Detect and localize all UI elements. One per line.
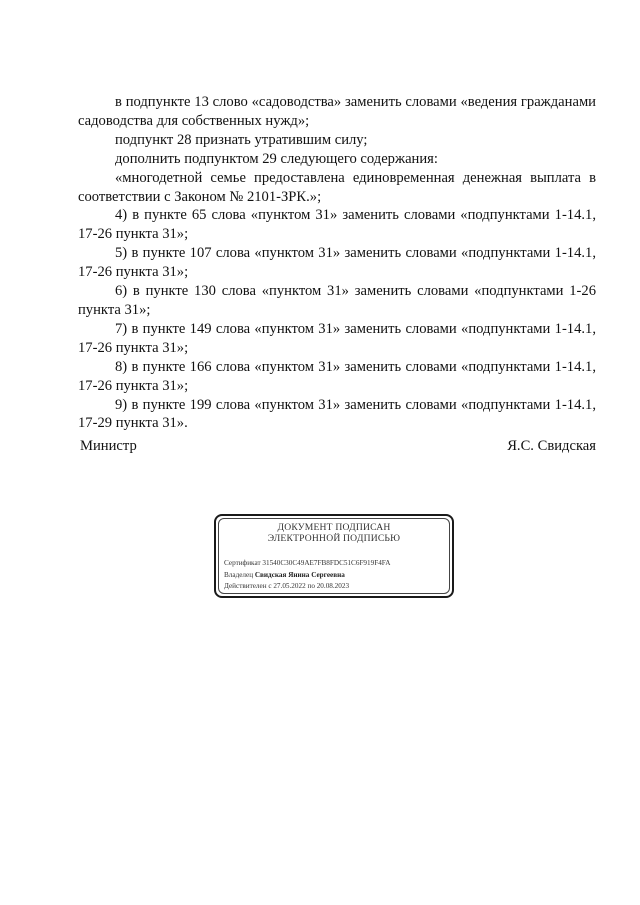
stamp-title-line-1: ДОКУМЕНТ ПОДПИСАН [277,522,391,533]
stamp-validity: Действителен с 27.05.2022 по 20.08.2023 [224,582,350,590]
stamp-owner-label: Владелец [224,571,254,579]
paragraph-8: 7) в пункте 149 слова «пунктом 31» заменить словами «подпунктами 1-14.1, 17-26 пункта 31»; [78,320,596,356]
paragraph-3: дополнить подпунктом 29 следующего содержания: [115,150,438,167]
electronic-signature-stamp [214,514,454,598]
paragraph-1: в подпункте 13 слово «садоводства» заменить словами «ведения гражданами садоводства для собственных нужд»; [78,94,596,129]
paragraph-6: 5) в пункте 107 слова «пунктом 31» заменить словами «подпунктами 1-14.1, 17-26 пункта 31»; [78,245,596,281]
paragraph-7: 6) в пункте 130 слова «пунктом 31» заменить словами «подпунктами 1-26 пункта 31»; [78,283,596,318]
signer-name: Я.С. Свидская [507,438,596,454]
paragraph-5: 4) в пункте 65 слова «пунктом 31» заменить словами «подпунктами 1-14.1, 17-26 пункта 31»; [78,207,596,243]
stamp-certificate-label: Сертификат [224,559,261,567]
stamp-certificate [224,559,390,568]
paragraph-2: подпункт 28 признать утратившим силу; [115,131,368,148]
paragraph-10: 9) в пункте 199 слова «пунктом 31» заменить словами «подпунктами 1-14.1, 17-29 пункта 31». [78,396,596,432]
stamp-owner-value: Свидская Янина Сергеевна [254,571,345,579]
signer-position: Министр [80,438,137,454]
stamp-owner [224,571,345,580]
stamp-certificate-value: 31540C30C49AE7FB8FDC51C6F919F4FA [262,559,391,567]
paragraph-4: «многодетной семье предоставлена единовременная денежная выплата в соответствии с Законом № 2101-ЗРК.»; [78,169,596,205]
stamp-title-line-2: ЭЛЕКТРОННОЙ ПОДПИСЬЮ [267,533,401,544]
stamp-title [216,522,452,544]
document-body [78,93,596,433]
paragraph-9: 8) в пункте 166 слова «пунктом 31» заменить словами «подпунктами 1-14.1, 17-26 пункта 31»; [78,358,596,394]
